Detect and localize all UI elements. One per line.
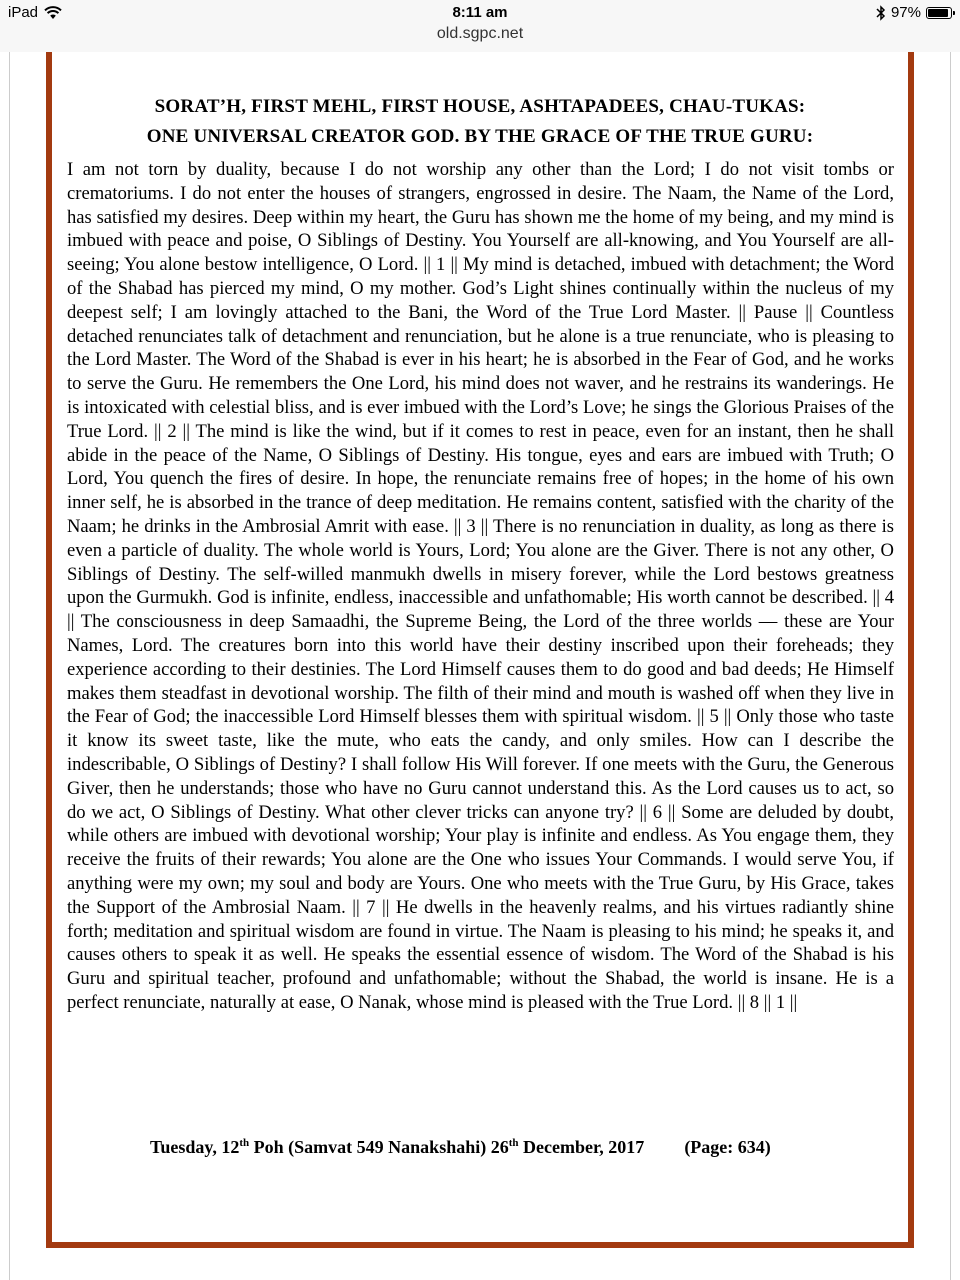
clock: 8:11 am (452, 4, 508, 21)
footer-samvat: Poh (Samvat 549 Nanakshahi) 26 (249, 1137, 509, 1157)
footer-date-suffix: th (508, 1137, 519, 1149)
address-bar-url[interactable]: old.sgpc.net (436, 25, 524, 42)
device-label: iPad (8, 4, 39, 21)
footer-page-number: (Page: 634) (684, 1137, 771, 1157)
battery-level-fill (928, 9, 948, 17)
footer-month-year: December, 2017 (518, 1137, 645, 1157)
battery-icon (926, 7, 952, 19)
footer-date-line (150, 1137, 771, 1158)
status-bar (0, 0, 960, 52)
page-edge-right (950, 52, 951, 1280)
heading-subtitle: ONE UNIVERSAL CREATOR GOD. BY THE GRACE OF THE TRUE GURU: (146, 126, 814, 147)
heading-title: SORAT’H, FIRST MEHL, FIRST HOUSE, ASHTAPADEES, CHAU-TUKAS: (154, 96, 806, 117)
footer-day: Tuesday, 12 (150, 1137, 240, 1157)
bluetooth-icon (876, 5, 886, 21)
status-right (876, 4, 952, 21)
footer-day-suffix: th (239, 1137, 250, 1149)
hukamnama-body-text: I am not torn by duality, because I do not worship any other than the Lord; I do not visit tombs or crematoriums. I do not enter the houses of strangers, engrossed in desire. The Naam, the Name of the Lord, has satisfied my desires. Deep within my heart, the Guru has shown me the home of my being, and my mind is imbued with peace and poise, O Siblings of Destiny. You Yourself are all-knowing, and You Yourself are all-seeing; You alone bestow intelligence, O Lord. || 1 || My mind is detached, imbued with detachment; the Word of the Shabad has pierced my mind, O my mother. God’s Light shines continually within the nucleus of my deepest self; I am lovingly attached to the Bani, the Word of the True Lord Master. || Pause || Countless detached renunciates talk of detachment and renunciation, but he alone is a true renunciate, who is pleasing to the Lord Master. The Word of the Shabad is ever in his heart; he is absorbed in the Fear of God, and he works to serve the Guru. He remembers the One Lord, his mind does not waver, and he restrains its wanderings. He is intoxicated with celestial bliss, and is ever imbued with the Lord’s Love; he sings the Glorious Praises of the True Lord. || 2 || The mind is like the wind, but if it comes to rest in peace, even for an instant, then he shall abide in the peace of the Name, O Siblings of Destiny. His tongue, eyes and ears are imbued with Truth; O Lord, You quench the fires of desire. In hope, the renunciate remains free of hopes; in the home of his own inner self, he is absorbed in the trance of deep meditation. He remains content, satisfied with the charity of the Naam; he drinks in the Ambrosial Amrit with ease. || 3 || There is no renunciation in duality, as long as there is even a particle of duality. The whole world is Yours, Lord; You alone are the Giver. There is not any other, O Siblings of Destiny. The self-willed manmukh dwells in misery forever, while the Lord bestows greatness upon the Gurmukh. God is infinite, endless, inaccessible and unfathomable; His worth cannot be described. || 4 || The consciousness in deep Samaadhi, the Supreme Being, the Lord of the three worlds — these are Your Names, Lord. The creatures born into this world have their destiny inscribed upon their foreheads; they experience according to their destinies. The Lord Himself causes them to do good and bad deeds; He Himself makes them steadfast in devotional worship. The filth of their mind and mouth is washed off when they live in the Fear of God; the inaccessible Lord Himself blesses them with spiritual wisdom. || 5 || Only those who taste it know its sweet taste, like the mute, who eats the candy, and only smiles. How can I describe the indescribable, O Siblings of Destiny? I shall follow His Will forever. If one meets with the Guru, the Generous Giver, then he understands; those who have no Guru cannot understand this. As the Lord causes us to act, so do we act, O Siblings of Destiny. What other clever tricks can anyone try? || 6 || Some are deluded by doubt, while others are imbued with devotional worship; Your play is infinite and endless. As You engage them, they receive the fruits of their rewards; You alone are the One who issues Your Commands. I would serve You, if anything were my own; my soul and body are Yours. One who meets with the True Guru, by His Grace, takes the Support of the Ambrosial Naam. || 7 || He dwells in the heavenly realms, and his virtues radiantly shine forth; meditation and spiritual wisdom are found in virtue. The Naam is pleasing to his mind; he speaks it, and causes others to speak it as well. He speaks the essential essence of wisdom. The Word of the Shabad is his Guru and spiritual teacher, profound and unfathomable; without the Shabad, the world is insane. He is a perfect renunciate, naturally at ease, O Nanak, whose mind is pleased with the True Lord. || 8 || 1 || (67, 159, 894, 1013)
page-edge-left (9, 52, 10, 1280)
battery-percent: 97% (890, 4, 921, 21)
